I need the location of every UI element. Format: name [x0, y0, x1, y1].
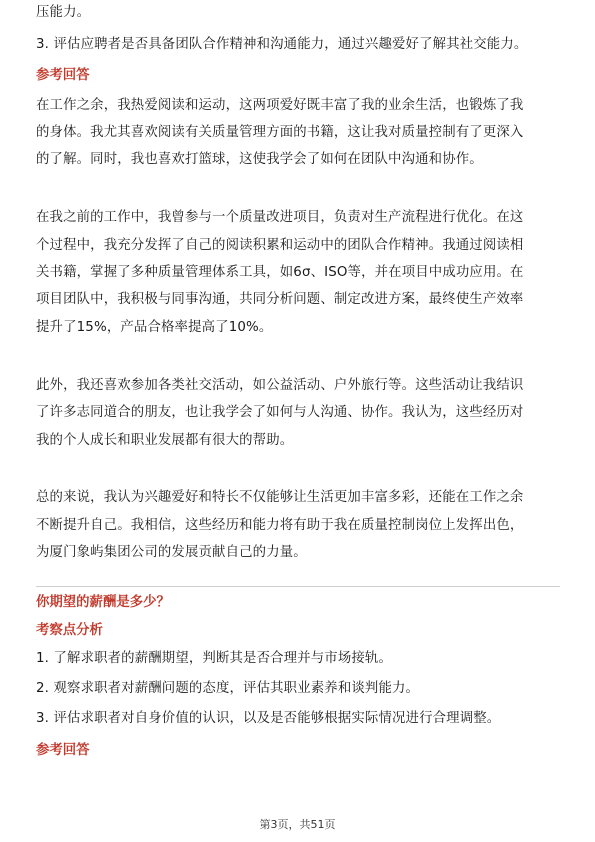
answer-paragraph-3-line-3: 我的个人成长和职业发展都有很大的帮助。 — [36, 433, 294, 448]
answer-paragraph-4-line-3: 为厦门象屿集团公司的发展贡献自己的力量。 — [36, 545, 307, 560]
answer-paragraph-4-line-1: 总的来说，我认为兴趣爱好和特长不仅能够让生活更加丰富多彩，还能在工作之余 — [36, 490, 524, 505]
answer-paragraph-1-line-1: 在工作之余，我热爱阅读和运动，这两项爱好既丰富了我的业余生活，也锻炼了我 — [36, 98, 524, 113]
analysis-item-1: 1. 了解求职者的薪酬期望，判断其是否合理并与市场接轨。 — [36, 651, 392, 666]
question-title: 你期望的薪酬是多少？ — [36, 595, 170, 610]
analysis-heading: 考察点分析 — [36, 623, 103, 638]
answer-paragraph-3-line-2: 了许多志同道合的朋友，也让我学会了如何与人沟通、协作。我认为，这些经历对 — [36, 405, 524, 420]
answer-paragraph-1-line-3: 的了解。同时，我也喜欢打篮球，这使我学会了如何在团队中沟通和协作。 — [36, 152, 483, 167]
continued-line: 压能力。 — [36, 5, 91, 20]
answer-paragraph-2-line-4: 项目团队中，我积极与同事沟通，共同分析问题、制定改进方案，最终使生产效率 — [36, 292, 524, 307]
answer-paragraph-3-line-1: 此外，我还喜欢参加各类社交活动，如公益活动、户外旅行等。这些活动让我结识 — [36, 378, 524, 393]
answer-paragraph-2-line-2: 个过程中，我充分发挥了自己的阅读积累和运动中的团队合作精神。我通过阅读相 — [36, 238, 524, 253]
criteria-item-3: 3. 评估应聘者是否具备团队合作精神和沟通能力，通过兴趣爱好了解其社交能力。 — [36, 37, 528, 52]
analysis-item-2: 2. 观察求职者对薪酬问题的态度，评估其职业素养和谈判能力。 — [36, 681, 420, 696]
answer-paragraph-2-line-3: 关书籍，掌握了多种质量管理体系工具，如6σ、ISO等，并在项目中成功应用。在 — [36, 265, 524, 280]
answer-paragraph-2-line-5: 提升了15%，产品合格率提高了10%。 — [36, 320, 273, 335]
answer-paragraph-4-line-2: 不断提升自己。我相信，这些经历和能力将有助于我在质量控制岗位上发挥出色， — [36, 518, 524, 533]
reference-answer-heading: 参考回答 — [36, 68, 90, 83]
page-number-footer: 第3页，共51页 — [259, 818, 336, 831]
answer-paragraph-2-line-1: 在我之前的工作中，我曾参与一个质量改进项目，负责对生产流程进行优化。在这 — [36, 210, 524, 225]
reference-answer-heading-2: 参考回答 — [36, 743, 90, 758]
section-divider — [36, 586, 560, 587]
analysis-item-3: 3. 评估求职者对自身价值的认识，以及是否能够根据实际情况进行合理调整。 — [36, 711, 501, 726]
answer-paragraph-1-line-2: 的身体。我尤其喜欢阅读有关质量管理方面的书籍，这让我对质量控制有了更深入 — [36, 125, 524, 140]
